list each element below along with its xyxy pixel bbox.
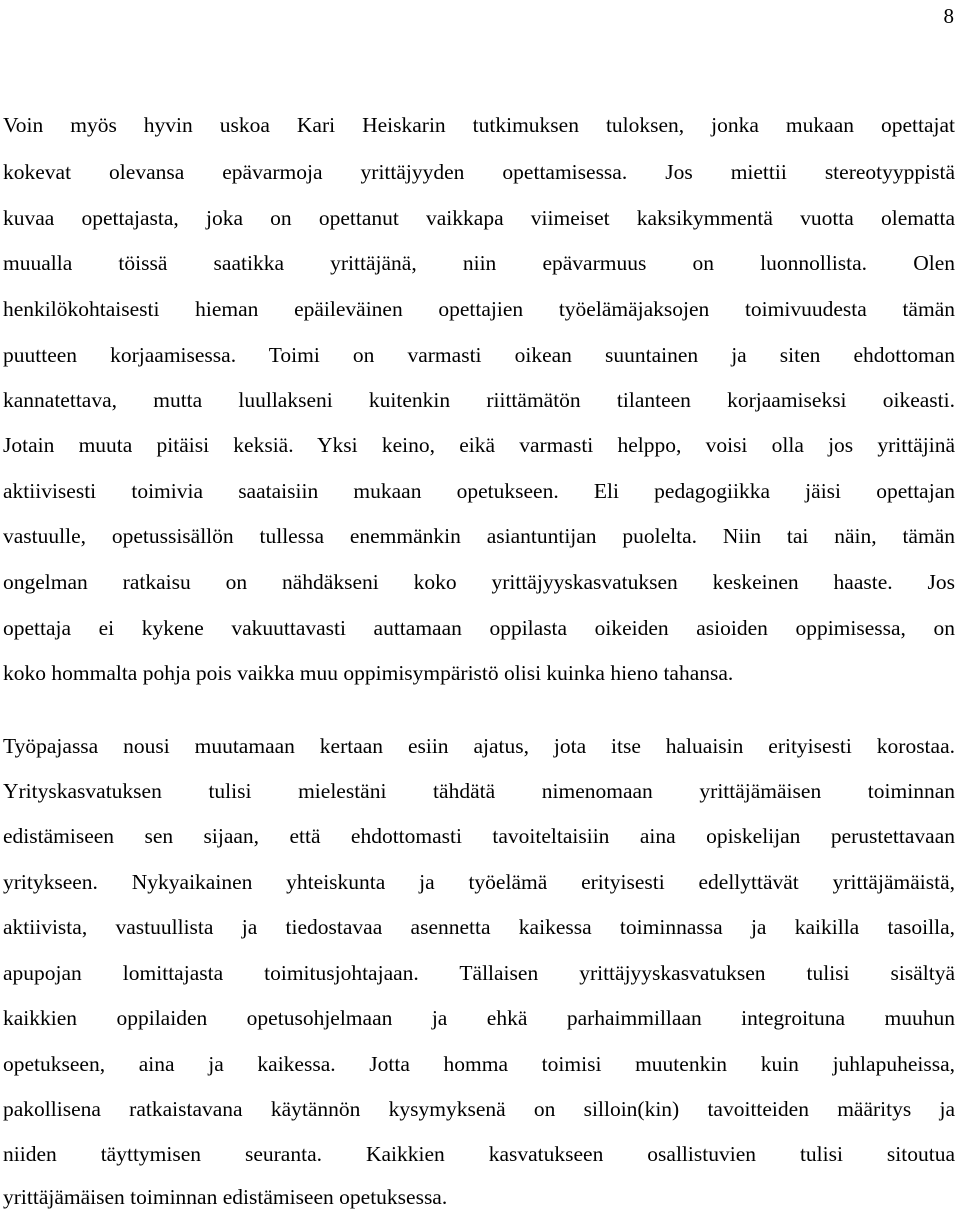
text-line: kokevat olevansa epävarmoja yrittäjyyden opettamisessa. Jos miettii stereotyyppistä — [3, 160, 955, 184]
text-line: opetukseen, aina ja kaikessa. Jotta homma toimisi muutenkin kuin juhlapuheissa, — [3, 1052, 955, 1076]
page-number: 8 — [943, 4, 954, 28]
text-line: kannatettava, mutta luullakseni kuitenkin riittämätön tilanteen korjaamiseksi oikeasti. — [3, 388, 955, 412]
text-line: Yrityskasvatuksen tulisi mielestäni tähdätä nimenomaan yrittäjämäisen toiminnan — [3, 779, 955, 803]
text-line: niiden täyttymisen seuranta. Kaikkien kasvatukseen osallistuvien tulisi sitoutua — [3, 1142, 955, 1166]
text-line: pakollisena ratkaistavana käytännön kysymyksenä on silloin(kin) tavoitteiden määritys ja — [3, 1097, 955, 1121]
text-line: muualla töissä saatikka yrittäjänä, niin epävarmuus on luonnollista. Olen — [3, 251, 955, 275]
text-line: aktiivisesti toimivia saataisiin mukaan opetukseen. Eli pedagogiikka jäisi opettajan — [3, 479, 955, 503]
text-line: apupojan lomittajasta toimitusjohtajaan. Tällaisen yrittäjyyskasvatuksen tulisi sisältyä — [3, 961, 955, 985]
text-line: koko hommalta pohja pois vaikka muu oppimisympäristö olisi kuinka hieno tahansa. — [3, 661, 734, 685]
text-line: kaikkien oppilaiden opetusohjelmaan ja ehkä parhaimmillaan integroituna muuhun — [3, 1006, 955, 1030]
text-line: ongelman ratkaisu on nähdäkseni koko yrittäjyyskasvatuksen keskeinen haaste. Jos — [3, 570, 955, 594]
text-line: puutteen korjaamisessa. Toimi on varmasti oikean suuntainen ja siten ehdottoman — [3, 343, 955, 367]
text-line: aktiivista, vastuullista ja tiedostavaa asennetta kaikessa toiminnassa ja kaikilla tasoilla, — [3, 915, 955, 939]
text-line: yrittäjämäisen toiminnan edistämiseen opetuksessa. — [3, 1185, 448, 1209]
text-line: opettaja ei kykene vakuuttavasti auttamaan oppilasta oikeiden asioiden oppimisessa, on — [3, 616, 955, 640]
text-line: Työpajassa nousi muutamaan kertaan esiin ajatus, jota itse haluaisin erityisesti korostaa. — [3, 734, 955, 758]
text-line: Voin myös hyvin uskoa Kari Heiskarin tutkimuksen tuloksen, jonka mukaan opettajat — [3, 113, 955, 137]
text-line: edistämiseen sen sijaan, että ehdottomasti tavoiteltaisiin aina opiskelijan perustettavaan — [3, 824, 955, 848]
text-line: kuvaa opettajasta, joka on opettanut vaikkapa viimeiset kaksikymmentä vuotta olematta — [3, 206, 955, 230]
text-line: Jotain muuta pitäisi keksiä. Yksi keino, eikä varmasti helppo, voisi olla jos yrittäjinä — [3, 433, 955, 457]
text-line: henkilökohtaisesti hieman epäileväinen opettajien työelämäjaksojen toimivuudesta tämän — [3, 297, 955, 321]
text-line: vastuulle, opetussisällön tullessa enemmänkin asiantuntijan puolelta. Niin tai näin, tämän — [3, 524, 955, 548]
text-line: yritykseen. Nykyaikainen yhteiskunta ja työelämä erityisesti edellyttävät yrittäjämäistä, — [3, 870, 955, 894]
